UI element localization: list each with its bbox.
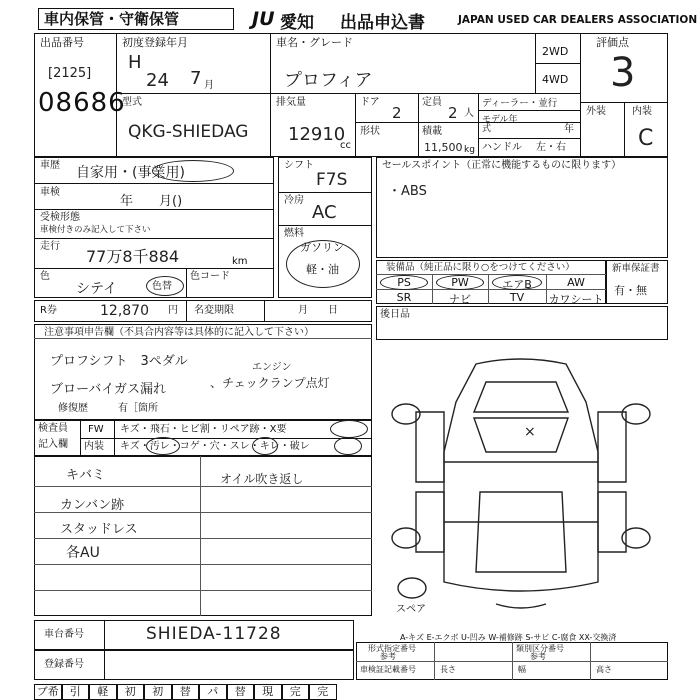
registration-label: 初度登録年月 xyxy=(122,36,188,49)
rating-label: 評価点 xyxy=(596,36,629,49)
vehicle-diagram xyxy=(376,342,668,622)
length-label: 長さ xyxy=(440,665,456,674)
registration-month: 7 xyxy=(190,68,202,89)
damage-legend: A-キズ E-エクボ U-凹み W-補修跡 S-サビ C-腐食 XX-交換済 xyxy=(400,633,617,642)
report-line2a: ブローバイガス漏れ xyxy=(50,382,166,397)
inspector-label2: 記入欄 xyxy=(38,439,68,450)
repair-label: 修復歴 xyxy=(58,403,88,414)
doc-box: 現 xyxy=(254,684,282,700)
spare-wheel xyxy=(398,578,426,598)
ju-logo: JU xyxy=(252,8,275,30)
equipment-circle xyxy=(380,275,428,290)
chassis-value: SHIEDA-11728 xyxy=(146,624,282,644)
storage-label: 車内保管・守衛保管 xyxy=(44,10,180,28)
equipment-item: PW xyxy=(451,276,469,289)
recycling-note: 車検付きのみ記入して下さい xyxy=(40,225,151,235)
doc-box: 初 xyxy=(117,684,145,700)
after-items-label: 後日品 xyxy=(380,309,410,320)
mileage-unit: km xyxy=(232,256,248,267)
remark-4: スタッドレス xyxy=(60,522,138,537)
region-label: 愛知 xyxy=(280,13,314,33)
tear-circle xyxy=(334,437,362,455)
equipment-circle xyxy=(436,275,484,290)
cooler-value: AC xyxy=(312,202,337,223)
tax-value: 12,870 xyxy=(100,303,149,319)
load-value: 11,500 xyxy=(424,141,463,154)
load-unit: kg xyxy=(464,145,475,155)
reg-no-label: 車検証記載番号 xyxy=(360,665,416,674)
equipment-item: AW xyxy=(567,276,585,289)
exterior-label: 外装 xyxy=(586,106,606,117)
windshield xyxy=(474,418,568,452)
chassis-label: 車台番号 xyxy=(44,629,84,640)
color-swap-circle xyxy=(146,276,184,296)
height-label: 高さ xyxy=(596,665,612,674)
right-side xyxy=(598,492,626,552)
new-car-value: 有・無 xyxy=(614,284,647,297)
doors-label: ドア xyxy=(360,97,380,108)
doors-value: 2 xyxy=(392,104,402,122)
equipment-circle xyxy=(492,275,542,290)
color-swap: 色替 xyxy=(152,281,172,292)
report-label: 注意事項申告欄（不具合内容等は具体的に記入して下さい） xyxy=(44,327,314,338)
fuel-value2: 軽・油 xyxy=(306,263,339,276)
x-need-circle xyxy=(330,420,368,438)
inspector-label1: 検査員 xyxy=(38,423,68,434)
fuel-value1: ガソリン xyxy=(300,241,344,254)
fuel-label: 燃料 xyxy=(284,228,304,239)
equipment-item: PS xyxy=(397,276,411,289)
doc-box: 完 xyxy=(282,684,310,700)
equipment-item: ナビ xyxy=(449,293,471,306)
capacity-label: 定員 xyxy=(422,97,442,108)
rating-score: 3 xyxy=(610,50,636,96)
year-unit: 年 xyxy=(564,124,574,135)
width-label: 幅 xyxy=(518,665,526,674)
lot-number: 08686 xyxy=(38,88,126,118)
shape-label: 形状 xyxy=(360,126,380,137)
selling-points-block xyxy=(376,157,668,258)
right-door xyxy=(598,412,626,482)
shape-note-label: 形式指定番号 xyxy=(368,644,416,653)
mileage-label: 走行 xyxy=(40,241,60,252)
stain-circle xyxy=(146,437,180,455)
handle-label: ハンドル xyxy=(482,142,522,153)
color-label: 色 xyxy=(40,271,50,282)
doc-box: 初 xyxy=(144,684,172,700)
inspection-value: 年 月() xyxy=(120,194,183,209)
dealer-label: ディーラー・並行 xyxy=(482,98,558,109)
inspector-row2-head: 内装 xyxy=(84,441,104,452)
doc-box: 完 xyxy=(309,684,337,700)
model-year-label: モデル年式 xyxy=(482,115,518,134)
remark-5: 各AU xyxy=(66,545,100,561)
car-name-label: 車名・グレード xyxy=(276,36,353,49)
doc-box: パ xyxy=(199,684,227,700)
repair-value: 有［箇所 xyxy=(118,403,158,414)
inspector-row1-head: FW xyxy=(88,424,104,435)
remark-1: キバミ xyxy=(66,468,106,483)
registration-year: 24 xyxy=(146,70,169,91)
doc-box: 替 xyxy=(172,684,200,700)
usage-value: 自家用・(事業用) xyxy=(76,165,185,181)
interior-value: C xyxy=(638,126,654,151)
report-line1: プロフシフト 3ペダル xyxy=(50,354,188,369)
selling-points-label: セールスポイント（正常に機能するものに限ります） xyxy=(382,160,622,171)
inspection-label: 車検 xyxy=(40,187,60,198)
equipment-item: SR xyxy=(396,291,412,304)
association-name: JAPAN USED CAR DEALERS ASSOCIATION xyxy=(458,14,698,26)
capacity-unit: 人 xyxy=(464,108,474,119)
damage-mark: × xyxy=(524,424,536,440)
usage-circle xyxy=(152,160,234,182)
expiry-label: 名変期限 xyxy=(194,305,234,316)
equipment-label: 装備品（純正品に限り○をつけてください） xyxy=(386,262,575,273)
month-unit: 月 xyxy=(204,80,214,91)
bed xyxy=(476,492,566,572)
drive-2wd: 2WD xyxy=(542,45,569,58)
selling-points-value: ・ABS xyxy=(388,184,427,199)
report-line2b: 、チェックランプ点灯 xyxy=(210,376,330,390)
scuff-circle xyxy=(252,437,278,455)
new-car-label: 新車保証書 xyxy=(612,263,660,274)
displacement-unit: cc xyxy=(340,140,351,151)
tax-label: R券 xyxy=(40,305,57,316)
displacement-label: 排気量 xyxy=(276,97,306,108)
plate-label: 登録番号 xyxy=(44,659,84,670)
displacement-value: 12910 xyxy=(288,124,346,145)
ref-label-2: 参考 xyxy=(530,652,546,661)
lot-label: 出品番号 xyxy=(40,36,84,49)
color-value: シテイ xyxy=(76,281,118,297)
doc-box: ブ希 xyxy=(34,684,62,700)
remark-2: オイル吹き返し xyxy=(220,472,304,486)
equipment-item: TV xyxy=(509,291,525,304)
cooler-label: 冷房 xyxy=(284,195,304,206)
page-title: 出品申込書 xyxy=(340,13,425,33)
load-label: 積載 xyxy=(422,126,442,137)
model-value: QKG-SHIEDAG xyxy=(128,122,249,142)
doc-box: 軽 xyxy=(89,684,117,700)
category-label: 類別区分番号 xyxy=(516,644,564,653)
car-name-value: プロフィア xyxy=(284,70,373,91)
inspector-row1-items: キズ・飛石・ヒビ割・リペア跡・X要 xyxy=(120,424,287,435)
registration-era: H xyxy=(128,52,142,73)
handle-options: 左・右 xyxy=(536,142,566,153)
remark-3: カンバン跡 xyxy=(60,498,125,513)
lot-sub-number: [2125] xyxy=(48,66,92,81)
shift-label: シフト xyxy=(284,160,314,171)
fuel-circle xyxy=(286,240,360,288)
interior-label: 内装 xyxy=(632,106,652,117)
shift-value: F7S xyxy=(316,170,348,190)
doc-box: 替 xyxy=(227,684,255,700)
doc-box: 引 xyxy=(62,684,90,700)
ref-label-1: 参考 xyxy=(380,652,396,661)
model-label: 型式 xyxy=(122,97,142,108)
drive-4wd: 4WD xyxy=(542,73,569,86)
left-door xyxy=(416,412,444,482)
recycling-label: 受検形態 xyxy=(40,212,80,223)
report-line2b-top: エンジン xyxy=(252,362,292,373)
truck-outline xyxy=(444,359,598,591)
cab-roof xyxy=(474,382,568,412)
expiry-value: 月 日 xyxy=(298,305,338,316)
capacity-value: 2 xyxy=(448,104,458,122)
mileage-value: 77万8千884 xyxy=(86,247,180,266)
spare-label: スペア xyxy=(396,604,426,615)
after-items-block xyxy=(376,306,668,340)
left-side xyxy=(416,492,444,552)
color-code-label: 色コード xyxy=(190,271,230,282)
equipment-item: エアB xyxy=(502,278,532,291)
equipment-item: カワシート xyxy=(548,293,604,306)
usage-label: 車歴 xyxy=(40,160,60,171)
tax-unit: 円 xyxy=(168,305,178,316)
inspector-row2-items: キズ・汚レ・コゲ・穴・スレ・キレ・破レ xyxy=(120,441,310,452)
